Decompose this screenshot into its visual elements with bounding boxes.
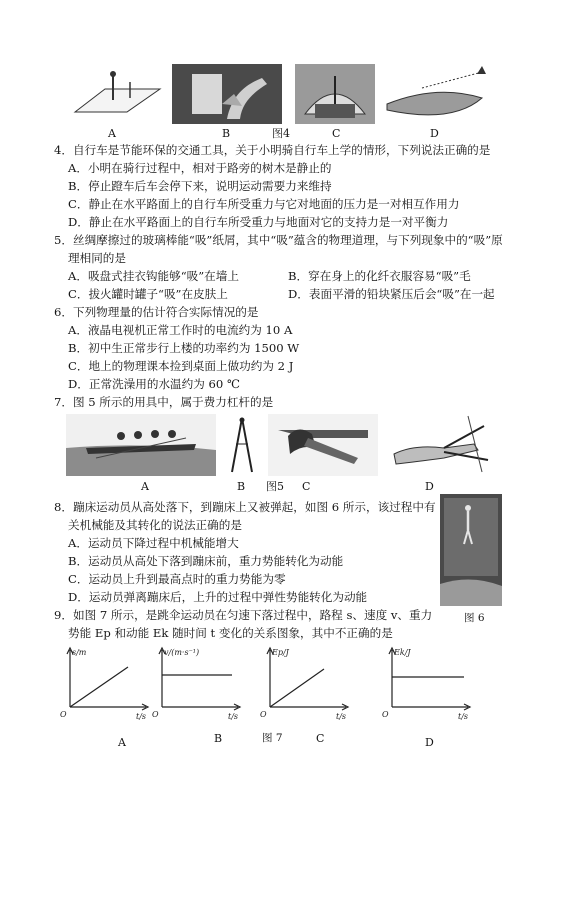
graph-d-xlabel: t/s [458,712,469,721]
fig5-label-d: D [425,480,434,493]
fig7-label-c: C [316,732,325,745]
q5-stem-line2: 理相同的是 [68,251,126,265]
graph-c-xlabel: t/s [336,712,347,721]
fig7-graph-d [380,645,480,725]
fig4-photo-d [382,64,492,124]
q8-stem-line1: 8．蹦床运动员从高处落下，到蹦床上又被弹起，如图 6 所示，该过程中有 [54,500,436,514]
fig5-photo-a [66,414,216,476]
fig4-caption: 图4 [272,127,290,140]
graph-d-origin: O [382,710,389,719]
fig5-photo-d [384,414,494,476]
fig5-b-drawing [222,414,262,476]
q9-stem-line2: 势能 Ep 和动能 Ek 随时间 t 变化的关系图象，其中不正确的是 [68,626,393,640]
fig4-label-c: C [332,127,341,140]
q8-option-c: C．运动员上升到最高点时的重力势能为零 [68,572,286,586]
fig4-a-drawing [65,64,165,124]
fig4-label-b: B [222,127,231,140]
q5-option-d: D．表面平滑的铅块紧压后会“吸”在一起 [288,287,495,301]
fig5-label-a: A [141,480,149,493]
fig4-label-d: D [430,127,439,140]
fig4-photo-b [172,64,282,124]
fig4-c-drawing [295,64,375,124]
q6-option-c: C．地上的物理课本捡到桌面上做功约为 2 J [68,359,294,373]
q8-option-d: D．运动员弹离蹦床后，上升的过程中弹性势能转化为动能 [68,590,368,604]
fig7-graph-b [150,645,250,725]
fig6-caption: 图 6 [464,612,485,624]
q4-option-a: A．小明在骑行过程中，相对于路旁的树木是静止的 [68,161,332,175]
graph-b-origin: O [152,710,159,719]
fig4-d-drawing [382,64,492,124]
graph-c-line [270,669,324,707]
graph-b-xlabel: t/s [228,712,239,721]
fig5-photo-b [222,414,262,476]
q8-option-b: B．运动员从高处下落到蹦床前，重力势能转化为动能 [68,554,344,568]
fig7-label-b: B [214,732,223,745]
q5-option-b: B．穿在身上的化纤衣服容易“吸”毛 [288,269,471,283]
fig4-label-a: A [108,127,116,140]
q4-option-d: D．静止在水平路面上的自行车所受重力与地面对它的支持力是一对平衡力 [68,215,449,229]
graph-a-ylabel: s/m [72,648,87,657]
q4-option-c: C．静止在水平路面上的自行车所受重力与它对地面的压力是一对相互作用力 [68,197,460,211]
q6-option-b: B．初中生正常步行上楼的功率约为 1500 W [68,341,300,355]
fig5-label-c: C [302,480,311,493]
fig5-a-drawing [66,414,216,476]
graph-a-line [70,667,128,707]
fig6-photo [440,494,502,606]
q8-option-a: A．运动员下降过程中机械能增大 [68,536,239,550]
fig5-d-drawing [384,414,494,476]
fig5-photo-c [268,414,378,476]
graph-a-origin: O [60,710,67,719]
q8-stem-line2: 关机械能及其转化的说法正确的是 [68,518,242,532]
q7-stem: 7．图 5 所示的用具中，属于费力杠杆的是 [54,395,274,409]
q4-option-b: B．停止蹬车后车会停下来，说明运动需要力来维持 [68,179,332,193]
graph-d-ylabel: Ek/J [394,648,411,657]
fig4-b-drawing [172,64,282,124]
graph-a-xlabel: t/s [136,712,147,721]
q6-stem: 6．下列物理量的估计符合实际情况的是 [54,305,259,319]
q5-option-c: C．拔火罐时罐子“吸”在皮肤上 [68,287,228,301]
graph-b-ylabel: v/(m·s⁻¹) [164,648,200,657]
fig7-label-a: A [118,736,126,749]
graph-c-ylabel: Ep/J [272,648,289,657]
fig6-drawing [440,494,502,606]
fig7-graph-c [258,645,358,725]
q4-stem: 4．自行车是节能环保的交通工具，关于小明骑自行车上学的情形，下列说法正确的是 [54,143,491,157]
fig5-caption: 图5 [266,480,284,493]
fig4-photo-c [295,64,375,124]
q5-stem-line1: 5．丝绸摩擦过的玻璃棒能“吸”纸屑，其中“吸”蕴含的物理道理，与下列现象中的“吸”原 [54,233,503,247]
fig7-caption: 图 7 [262,732,283,744]
q6-option-d: D．正常洗澡用的水温约为 60 ℃ [68,377,240,391]
fig7-label-d: D [425,736,434,749]
fig7-graph-a [58,645,158,725]
q6-option-a: A．液晶电视机正常工作时的电流约为 10 A [68,323,293,337]
fig5-c-drawing [268,414,378,476]
graph-c-origin: O [260,710,267,719]
fig4-photo-a [65,64,165,124]
q5-option-a: A．吸盘式挂衣钩能够“吸”在墙上 [68,269,239,283]
fig5-label-b: B [237,480,246,493]
q9-stem-line1: 9．如图 7 所示，是跳伞运动员在匀速下落过程中，路程 s、速度 v、重力 [54,608,433,622]
